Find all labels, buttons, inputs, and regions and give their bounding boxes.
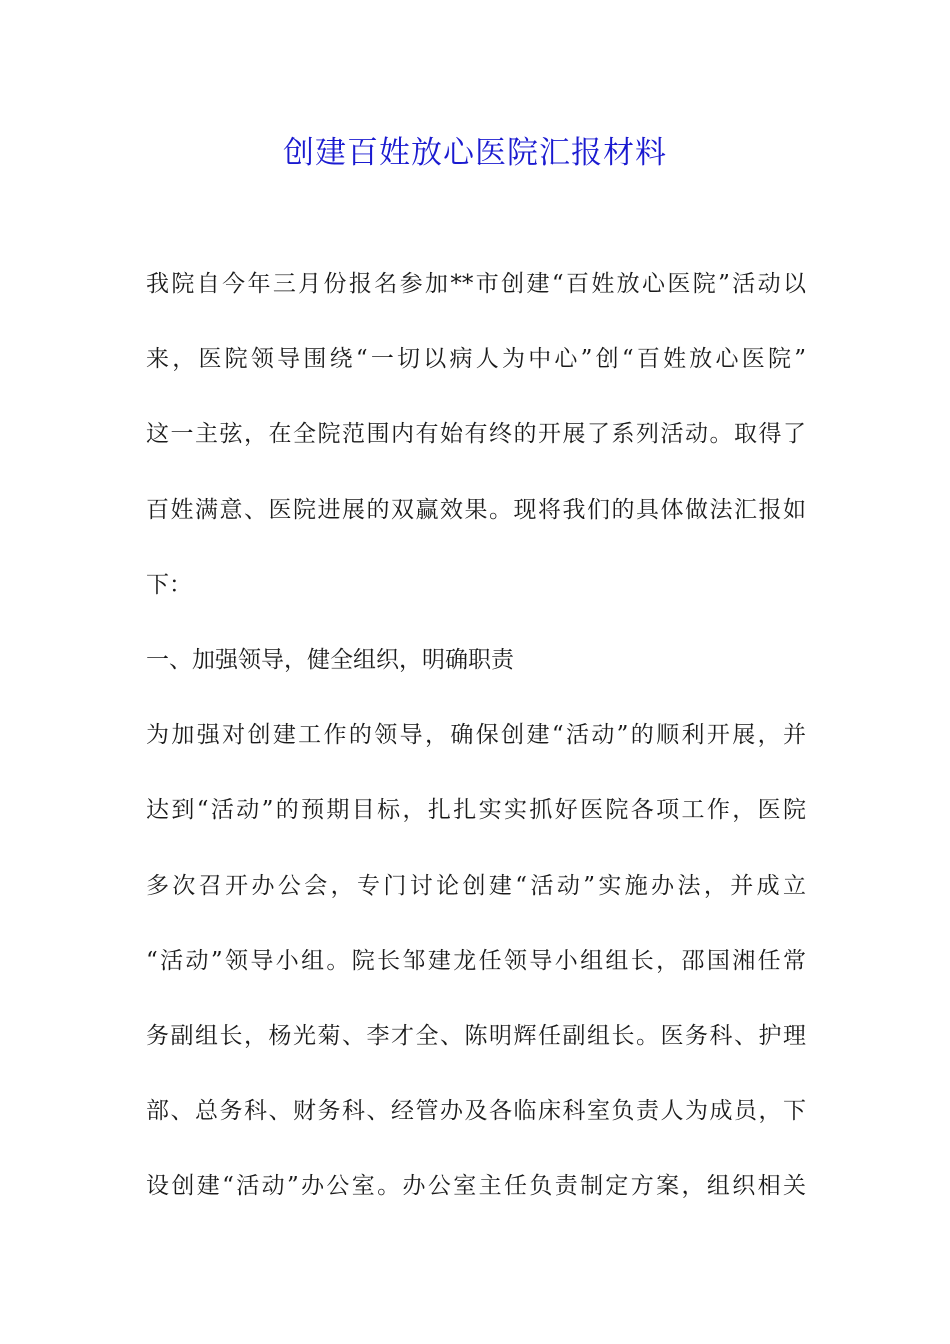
paragraph-line: 百姓满意、医院进展的双赢效果。现将我们的具体做法汇报如: [146, 496, 806, 523]
paragraph-line: 部、总务科、财务科、经管办及各临床科室负责人为成员，下: [146, 1098, 806, 1125]
document-title: 创建百姓放心医院汇报材料: [283, 135, 667, 171]
paragraph-line: 来，医院领导围绕“一切以病人为中心”创“百姓放心医院”: [146, 346, 806, 373]
paragraph-line: 我院自今年三月份报名参加**市创建“百姓放心医院”活动以: [146, 271, 806, 297]
paragraph-line: 下：: [146, 571, 192, 598]
paragraph-line: 多次召开办公会，专门讨论创建“活动”实施办法，并成立: [146, 872, 806, 899]
paragraph-line: “活动”领导小组。院长邹建龙任领导小组组长，邵国湘任常: [146, 947, 806, 974]
paragraph-line: 设创建“活动”办公室。办公室主任负责制定方案，组织相关: [146, 1173, 806, 1200]
paragraph-line: 这一主弦，在全院范围内有始有终的开展了系列活动。取得了: [146, 421, 806, 448]
paragraph-line: 务副组长，杨光菊、李才全、陈明辉任副组长。医务科、护理: [146, 1022, 806, 1049]
paragraph-line: 为加强对创建工作的领导，确保创建“活动”的顺利开展，并: [146, 722, 806, 749]
document-body: [146, 266, 806, 1243]
section-heading: 一、加强领导，健全组织，明确职责: [146, 646, 514, 673]
paragraph-line: 达到“活动”的预期目标，扎扎实实抓好医院各项工作，医院: [146, 797, 806, 824]
